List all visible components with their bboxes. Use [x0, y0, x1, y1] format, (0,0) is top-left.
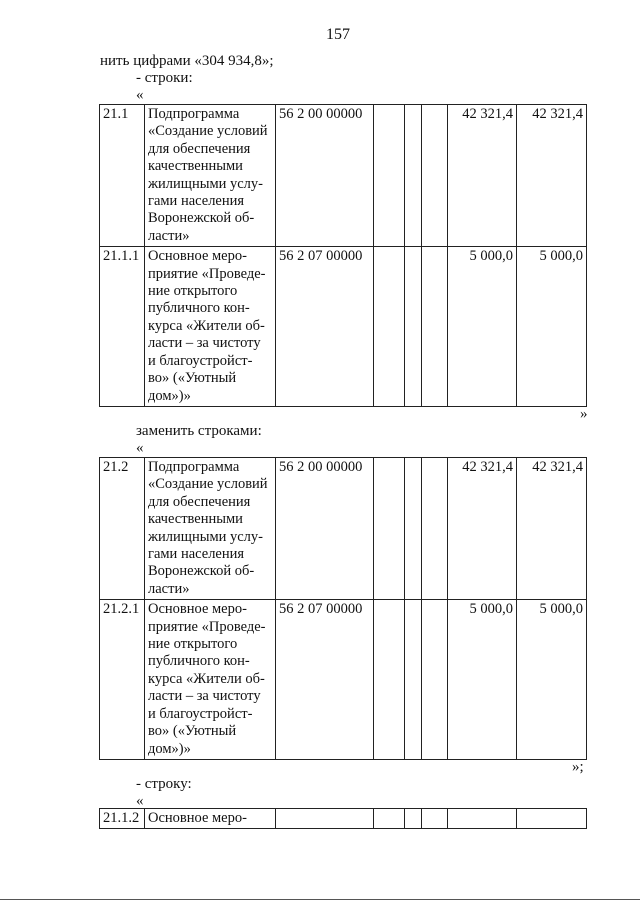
row-amount: 5 000,0: [517, 247, 587, 407]
budget-table-1: [99, 104, 587, 407]
empty-cell: [374, 809, 405, 829]
empty-cell: [405, 247, 422, 407]
empty-cell: [276, 809, 374, 829]
empty-cell: [422, 458, 448, 600]
row-description: Основное меро- приятие «Проведе- ние открытого публичного кон- курса «Жители об- ласти – за чистоту и благоустройст- во» («Уютный дом»)»: [145, 600, 276, 760]
budget-table-2: [99, 457, 587, 760]
empty-cell: [405, 105, 422, 247]
table-row: [100, 247, 587, 407]
row-description: Подпрограмма «Создание условий для обеспечения качественными жилищными услу- гами населения Воронежской об- ласти»: [145, 458, 276, 600]
empty-cell: [422, 809, 448, 829]
close-quote-1: »: [580, 406, 588, 422]
empty-cell: [374, 600, 405, 760]
empty-cell: [405, 458, 422, 600]
rows-label: - строки:: [136, 70, 193, 86]
row-code: 21.1.1: [100, 247, 145, 407]
row-description: Основное меро- приятие «Проведе- ние открытого публичного кон- курса «Жители об- ласти – за чистоту и благоустройст- во» («Уютный дом»)»: [145, 247, 276, 407]
intro-text: нить цифрами «304 934,8»;: [100, 53, 274, 69]
table-row: [100, 458, 587, 600]
row-label: - строку:: [136, 776, 192, 792]
page-number: 157: [326, 26, 350, 43]
empty-cell: [448, 809, 517, 829]
row-kbk: 56 2 07 00000: [276, 247, 374, 407]
row-amount: 42 321,4: [517, 458, 587, 600]
table-row: [100, 600, 587, 760]
empty-cell: [374, 247, 405, 407]
open-quote-3: «: [136, 793, 144, 809]
table-row: [100, 105, 587, 247]
row-code: 21.2.1: [100, 600, 145, 760]
row-description: Основное меро-: [145, 809, 276, 829]
empty-cell: [422, 600, 448, 760]
replace-label: заменить строками:: [136, 423, 262, 439]
row-kbk: 56 2 00 00000: [276, 458, 374, 600]
open-quote-2: «: [136, 440, 144, 456]
empty-cell: [374, 458, 405, 600]
empty-cell: [405, 600, 422, 760]
row-kbk: 56 2 00 00000: [276, 105, 374, 247]
page-bottom-rule: [0, 899, 640, 900]
row-description: Подпрограмма «Создание условий для обеспечения качественными жилищными услу- гами населения Воронежской об- ласти»: [145, 105, 276, 247]
empty-cell: [422, 105, 448, 247]
row-amount: 5 000,0: [517, 600, 587, 760]
open-quote-1: «: [136, 87, 144, 103]
table-row: [100, 809, 587, 829]
row-code: 21.1: [100, 105, 145, 247]
row-amount: 5 000,0: [448, 600, 517, 760]
empty-cell: [405, 809, 422, 829]
row-amount: 42 321,4: [517, 105, 587, 247]
row-code: 21.1.2: [100, 809, 145, 829]
row-amount: 5 000,0: [448, 247, 517, 407]
budget-table-3: [99, 808, 587, 829]
row-amount: 42 321,4: [448, 458, 517, 600]
row-amount: 42 321,4: [448, 105, 517, 247]
row-kbk: 56 2 07 00000: [276, 600, 374, 760]
row-code: 21.2: [100, 458, 145, 600]
empty-cell: [374, 105, 405, 247]
empty-cell: [422, 247, 448, 407]
empty-cell: [517, 809, 587, 829]
close-quote-2: »;: [572, 759, 584, 775]
